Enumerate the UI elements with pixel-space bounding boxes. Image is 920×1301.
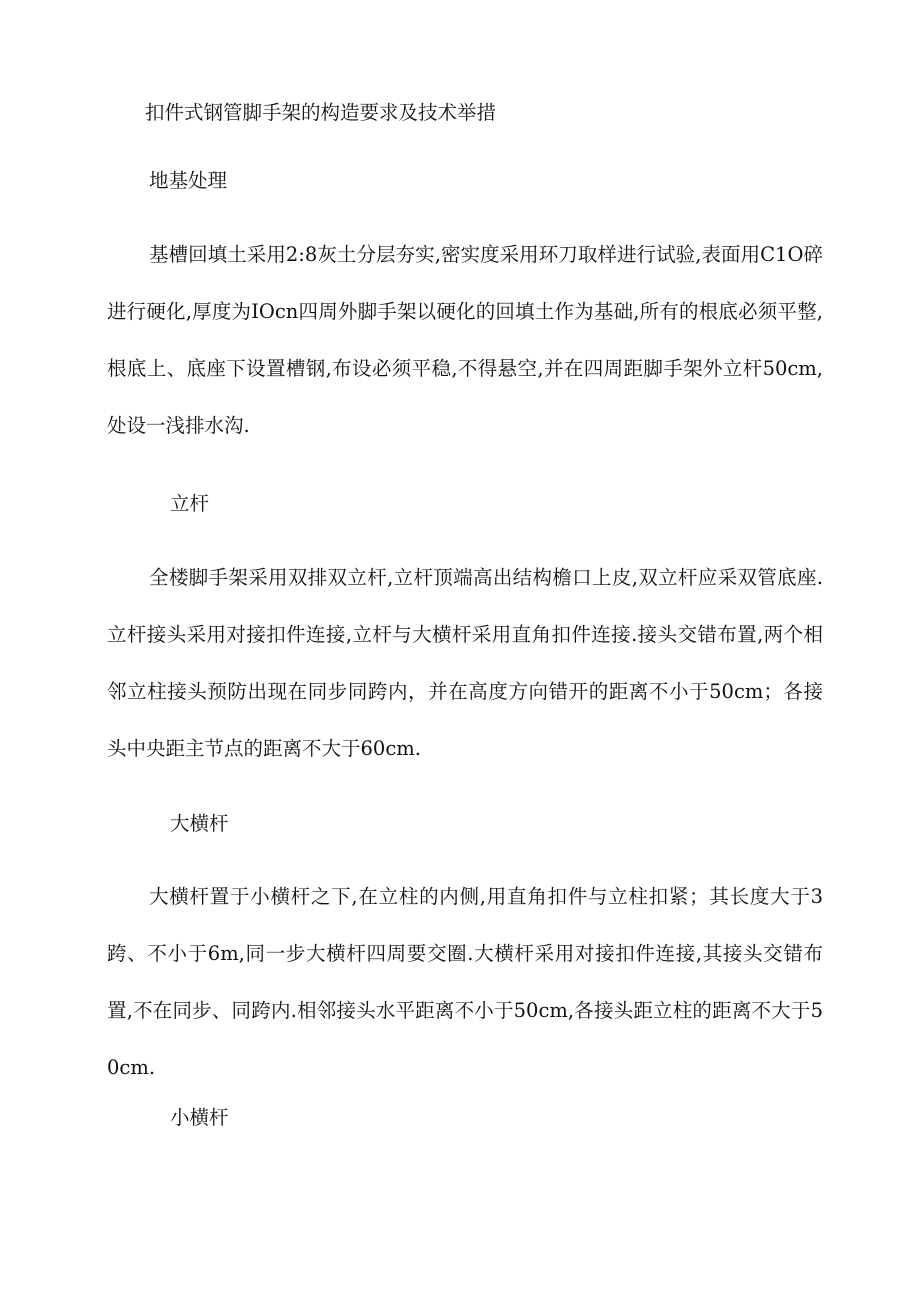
document-title: 扣件式钢管脚手架的构造要求及技术举措 (145, 101, 497, 124)
section-body-upright-pole: 全楼脚手架采用双排双立杆,立杆顶端高出结构檐口上皮,双立杆应采双管底座.立杆接头采用对接扣件连接,立杆与大横杆采用直角扣件连接.接头交错布置,两个相邻立柱接头预防出现在同步同跨内，并在高度方向错开的距离不小于50cm；各接头中央距主节点的距离不大于60cm. (107, 566, 823, 760)
section-heading-foundation: 地基处理 (149, 169, 228, 192)
section-heading-upright-pole: 立杆 (170, 492, 210, 515)
section-heading-main-ledger: 大横杆 (170, 812, 229, 835)
section-body-foundation: 基槽回填土采用2:8灰土分层夯实,密实度采用环刀取样进行试验,表面用C1O碎进行硬化,厚度为IOcn四周外脚手架以硬化的回填土作为基础,所有的根底必须平整,根底上、底座下设置槽钢,布设必须平稳,不得悬空,并在四周距脚手架外立杆50cm,处设一浅排水沟. (107, 243, 823, 437)
section-heading-transom: 小横杆 (170, 1106, 229, 1129)
section-body-main-ledger: 大横杆置于小横杆之下,在立柱的内侧,用直角扣件与立柱扣紧；其长度大于3跨、不小于6m,同一步大横杆四周要交圈.大横杆采用对接扣件连接,其接头交错布置,不在同步、同跨内.相邻接头水平距离不小于50cm,各接头距立柱的距离不大于50cm. (107, 885, 823, 1079)
